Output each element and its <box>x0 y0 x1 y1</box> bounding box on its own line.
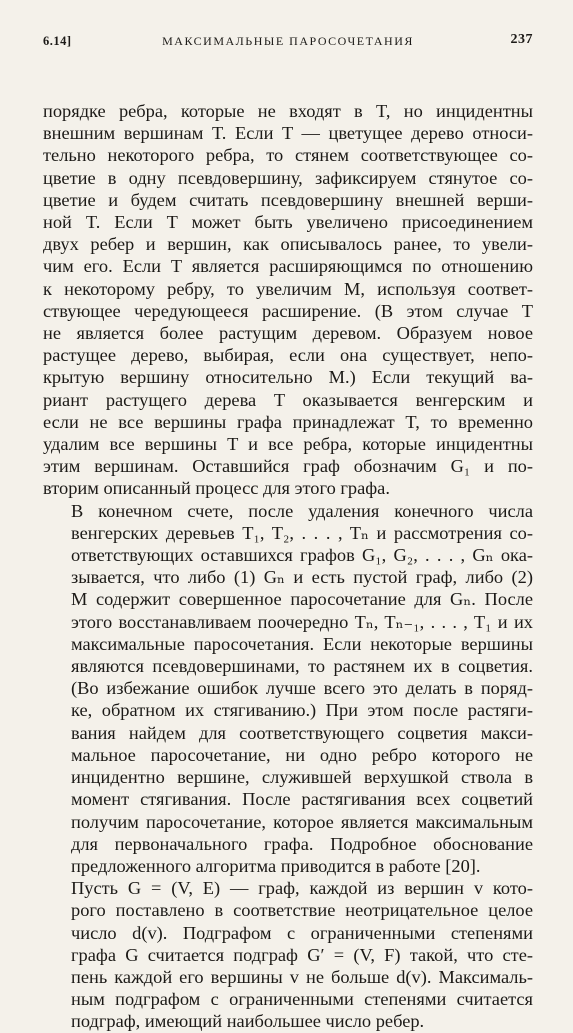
text-line: (Во избежание ошибок лучше всего это делать в поряд- <box>71 678 533 699</box>
page-body <box>43 100 533 1033</box>
text-line: двух ребер и вершин, как описывалось ранее, то увели- <box>43 234 533 255</box>
text-line: максимальные паросочетания. Если некоторые вершины <box>71 633 533 654</box>
text-line: риант растущего дерева T оказывается венгерским и <box>43 389 533 410</box>
text-line: Пусть G = (V, E) — граф, каждой из вершин v кото- <box>71 878 533 899</box>
text-line: ным подграфом с ограниченными степенями считается <box>71 989 533 1010</box>
text-line: тельно некоторого ребра, то стянем соответствующее со- <box>43 145 533 166</box>
text-line: этого восстанавливаем поочередно Tₙ, Tₙ₋₁, . . . , T₁ и их <box>71 611 533 632</box>
text-line: пень каждой его вершины v не больше d(v). Максималь- <box>71 966 533 987</box>
text-line: удалим все вершины T и все ребра, которые инцидентны <box>43 434 533 455</box>
text-line: внешним вершинам T. Если T — цветущее дерево относи- <box>43 123 533 144</box>
paragraph <box>43 100 533 500</box>
text-line: растущее дерево, выбирая, если она существует, непо- <box>43 345 533 366</box>
text-line: этим вершинам. Оставшийся граф обозначим G₁ и по- <box>43 456 533 477</box>
text-line: к некоторому ребру, то увеличим M, используя соответ- <box>43 278 533 299</box>
text-line: момент стягивания. После растягивания всех соцветий <box>71 789 533 810</box>
page-number: 237 <box>510 32 533 47</box>
text-line: порядке ребра, которые не входят в T, но инцидентны <box>43 101 533 121</box>
text-line: M содержит совершенное паросочетание для Gₙ. После <box>71 589 533 610</box>
text-line: если не все вершины графа принадлежат T, то временно <box>43 411 533 432</box>
text-line: вания найдем для соответствующего соцветия макси- <box>71 722 533 743</box>
text-line: цветие и будем считать псевдовершину внешней верши- <box>43 189 533 210</box>
paragraph <box>43 500 533 877</box>
section-number: 6.14] <box>43 34 72 48</box>
running-header <box>43 28 533 52</box>
text-line: вторим описанный процесс для этого графа. <box>43 478 390 499</box>
text-line: зывается, что либо (1) Gₙ и есть пустой граф, либо (2) <box>71 567 533 588</box>
text-line: для первоначального графа. Подробное обоснование <box>71 833 533 854</box>
text-line: инцидентно вершине, служившей верхушкой ствола в <box>71 767 533 788</box>
running-title: МАКСИМАЛЬНЫЕ ПАРОСОЧЕТАНИЯ <box>162 34 414 48</box>
text-line: цветие в одну псевдовершину, зафиксируем стянутое со- <box>43 167 533 188</box>
text-line: предложенного алгоритма приводится в работе [20]. <box>71 855 481 876</box>
text-line: ной T. Если T может быть увеличено присоединением <box>43 212 533 233</box>
text-line: ответствующих оставшихся графов G₁, G₂, . . . , Gₙ ока- <box>71 545 533 566</box>
text-line: не является более растущим деревом. Образуем новое <box>43 323 533 344</box>
text-line: подграф, имеющий наибольшее число ребер. <box>71 1011 425 1032</box>
paragraph <box>43 877 533 1032</box>
text-line: графа G считается подграф G′ = (V, F) такой, что сте- <box>71 944 533 965</box>
text-line: ке, обратном их стягиванию.) При этом после растяги- <box>71 700 533 721</box>
text-line: рого поставлено в соответствие неотрицательное целое <box>71 900 533 921</box>
text-line: В конечном счете, после удаления конечного числа <box>71 500 533 521</box>
text-line: чим его. Если T является расширяющимся по отношению <box>43 256 533 277</box>
text-line: венгерских деревьев T₁, T₂, . . . , Tₙ и рассмотрения со- <box>71 522 533 543</box>
text-line: ствующее чередующееся расширение. (В этом случае T <box>43 300 533 321</box>
text-line: число d(v). Подграфом с ограниченными степенями <box>71 922 533 943</box>
text-line: крытую вершину относительно M.) Если текущий ва- <box>43 367 533 388</box>
text-line: мальное паросочетание, ни одно ребро которого не <box>71 744 533 765</box>
text-line: являются псевдовершинами, то растянем их в соцветия. <box>71 656 533 677</box>
text-line: получим паросочетание, которое является максимальным <box>71 811 533 832</box>
